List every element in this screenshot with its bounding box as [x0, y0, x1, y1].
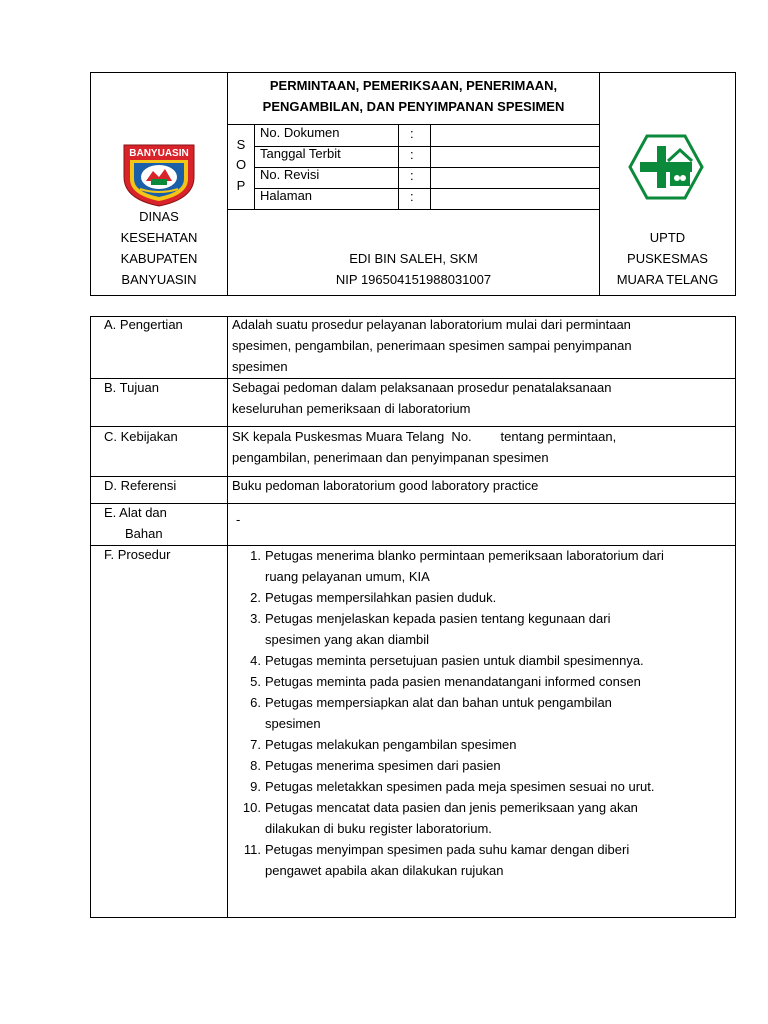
section-text-line: spesimen, pengambilan, penerimaan spesimen sampai penyimpanan [232, 338, 632, 353]
step-text-line: Petugas meletakkan spesimen pada meja spesimen sesuai no urut. [265, 779, 655, 794]
doc-field-sep: : [410, 189, 414, 204]
section-label-prosedur: F. Prosedur [104, 547, 171, 562]
step-text-line: pengawet apabila akan dilakukan rujukan [265, 863, 504, 878]
doc-field-sep: : [410, 126, 414, 141]
section-label-bahan: Bahan [125, 526, 163, 541]
step-text-line: spesimen yang akan diambil [265, 632, 430, 647]
signer-nip: NIP 196504151988031007 [335, 272, 492, 287]
step-number: 9. [250, 779, 261, 794]
left-org-line: KABUPATEN [120, 251, 198, 266]
step-number: 10. [242, 800, 261, 815]
left-org-line: BANYUASIN [121, 272, 197, 287]
step-text-line: Petugas melakukan pengambilan spesimen [265, 737, 517, 752]
section-label-pengertian: A. Pengertian [104, 317, 183, 332]
step-text-line: Petugas meminta persetujuan pasien untuk diambil spesimennya. [265, 653, 644, 668]
document-title-line1: PERMINTAAN, PEMERIKSAAN, PENERIMAAN, [269, 78, 558, 93]
right-org-line: UPTD [649, 230, 686, 245]
section-text-line: keseluruhan pemeriksaan di laboratorium [232, 401, 471, 416]
step-number: 11. [243, 842, 261, 857]
section-label-alat-dan: E. Alat dan [104, 505, 167, 520]
section-label-referensi: D. Referensi [104, 478, 177, 493]
section-text-line: Adalah suatu prosedur pelayanan laboratorium mulai dari permintaan [232, 317, 631, 332]
section-text-line: spesimen [232, 359, 288, 374]
document-title-line2: PENGAMBILAN, DAN PENYIMPANAN SPESIMEN [262, 99, 565, 114]
step-number: 4. [250, 653, 261, 668]
signer-name: EDI BIN SALEH, SKM [349, 251, 478, 266]
step-number: 6. [250, 695, 261, 710]
step-number: 2. [250, 590, 261, 605]
section-text-value: - [236, 512, 241, 527]
section-text-line: Sebagai pedoman dalam pelaksanaan prosedur penatalaksanaan [232, 380, 612, 395]
right-org-line: PUSKESMAS [627, 251, 708, 266]
section-label-tujuan: B. Tujuan [104, 380, 159, 395]
step-text-line: Petugas menerima blanko permintaan pemeriksaan laboratorium dari [265, 548, 664, 563]
doc-field-label: No. Revisi [260, 167, 320, 182]
right-org-line: MUARA TELANG [616, 272, 719, 287]
banyuasin-logo-text: BANYUASIN [129, 148, 189, 159]
step-text-line: Petugas mencatat data pasien dan jenis pemeriksaan yang akan [265, 800, 638, 815]
step-text-line: Petugas meminta pada pasien menandatangani informed consen [265, 674, 641, 689]
section-text-line: pengambilan, penerimaan dan penyimpanan spesimen [232, 450, 549, 465]
sop-letter-p: P [236, 178, 246, 193]
sop-letter-s: S [236, 137, 246, 152]
step-number: 7. [250, 737, 261, 752]
banyuasin-logo [120, 143, 198, 207]
section-text-line: Buku pedoman laboratorium good laboratory practice [232, 478, 539, 493]
section-text-line: SK kepala Puskesmas Muara Telang No. tentang permintaan, [232, 429, 617, 444]
doc-field-label: Halaman [260, 188, 313, 203]
step-number: 8. [250, 758, 261, 773]
step-text-line: dilakukan di buku register laboratorium. [265, 821, 492, 836]
step-text-line: spesimen [265, 716, 321, 731]
step-text-line: Petugas mempersilahkan pasien duduk. [265, 590, 497, 605]
doc-field-sep: : [410, 168, 414, 183]
step-number: 5. [250, 674, 261, 689]
left-org-line: KESEHATAN [120, 230, 198, 245]
step-text-line: Petugas menjelaskan kepada pasien tentang kegunaan dari [265, 611, 611, 626]
section-label-kebijakan: C. Kebijakan [104, 429, 178, 444]
step-text-line: Petugas menerima spesimen dari pasien [265, 758, 501, 773]
step-text-line: Petugas menyimpan spesimen pada suhu kamar dengan diberi [265, 842, 630, 857]
step-number: 3. [250, 611, 261, 626]
sop-letter-o: O [235, 157, 247, 172]
doc-field-label: No. Dokumen [260, 125, 340, 140]
step-number: 1. [250, 548, 261, 563]
doc-field-label: Tanggal Terbit [260, 146, 341, 161]
doc-field-sep: : [410, 147, 414, 162]
puskesmas-logo [628, 134, 704, 200]
left-org-line: DINAS [139, 209, 179, 224]
step-text-line: ruang pelayanan umum, KIA [265, 569, 430, 584]
step-text-line: Petugas mempersiapkan alat dan bahan untuk pengambilan [265, 695, 612, 710]
